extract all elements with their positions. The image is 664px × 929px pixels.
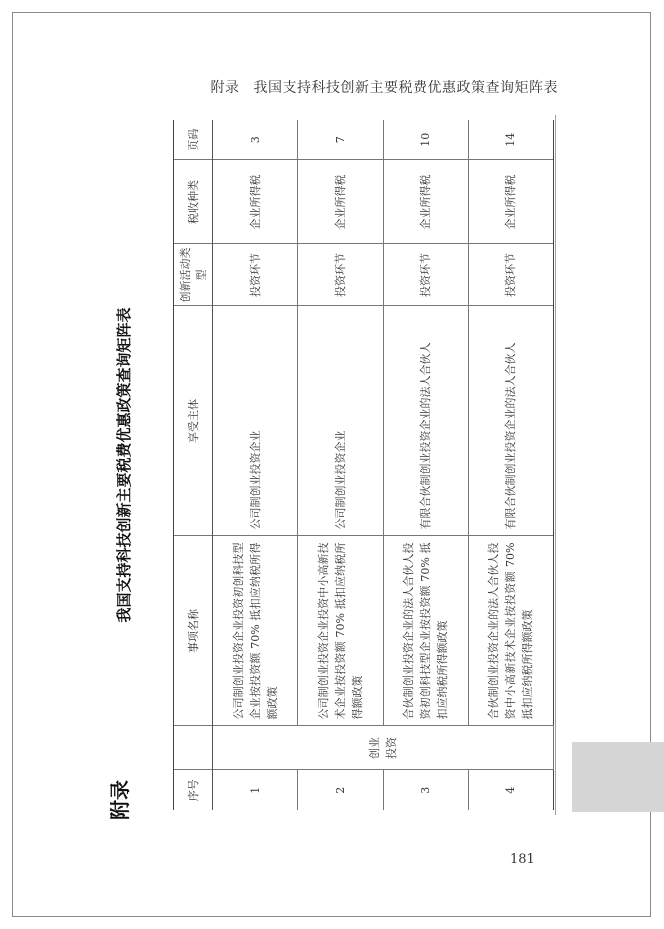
cell-beneficiary: 公司制创业投资企业 [213,306,298,536]
cell-seq: 1 [213,770,298,810]
cell-tax: 企业所得税 [298,160,383,244]
running-header-part: 附录 [210,80,240,96]
cell-item: 公司制创业投资企业投资中小高新技术企业按投资额 70% 抵扣应纳税所得额政策 [298,536,383,726]
table-row [213,120,298,810]
cell-beneficiary: 有限合伙制创业投资企业的法人合伙人 [468,306,553,536]
cell-tax: 企业所得税 [383,160,468,244]
rotated-table-container [173,120,554,810]
cell-stage: 投资环节 [213,244,298,306]
cell-tax: 企业所得税 [468,160,553,244]
table-row [383,120,468,810]
header-page: 页码 [174,120,213,160]
cell-stage: 投资环节 [298,244,383,306]
cell-tax: 企业所得税 [213,160,298,244]
cell-item: 合伙制创业投资企业的法人合伙人投资初创科技型企业按投资额 70% 抵扣应纳税所得额政策 [383,536,468,726]
cell-beneficiary: 公司制创业投资企业 [298,306,383,536]
fold-line [555,115,556,815]
cell-item: 合伙制创业投资企业的法人合伙人投资中小高新技术企业按投资额 70% 抵扣应纳税所得额政策 [468,536,553,726]
cell-page: 7 [298,120,383,160]
policy-matrix-table [173,120,554,810]
header-stage: 创新活动类型 [174,244,213,306]
header-category [174,726,213,770]
table-row [298,120,383,810]
header-seq: 序号 [174,770,213,810]
table-row [468,120,553,810]
cell-beneficiary: 有限合伙制创业投资企业的法人合伙人 [383,306,468,536]
table-title: 我国支持科技创新主要税费优惠政策查询矩阵表 [115,307,133,623]
header-tax: 税收种类 [174,160,213,244]
cell-stage: 投资环节 [383,244,468,306]
page-number: 181 [510,852,535,867]
cell-category: 创业投资 [213,726,554,770]
running-header-title: 我国支持科技创新主要税费优惠政策查询矩阵表 [253,80,558,96]
cell-stage: 投资环节 [468,244,553,306]
header-item: 事项名称 [174,536,213,726]
cell-seq: 4 [468,770,553,810]
appendix-label: 附录 [108,780,132,820]
header-beneficiary: 享受主体 [174,306,213,536]
side-thumb-tab [572,742,664,812]
cell-seq: 2 [298,770,383,810]
table-header-row [174,120,213,810]
cell-page: 14 [468,120,553,160]
cell-page: 10 [383,120,468,160]
running-header [211,77,559,97]
cell-item: 公司制创业投资企业投资初创科技型企业按投资额 70% 抵扣应纳税所得额政策 [213,536,298,726]
cell-seq: 3 [383,770,468,810]
cell-page: 3 [213,120,298,160]
